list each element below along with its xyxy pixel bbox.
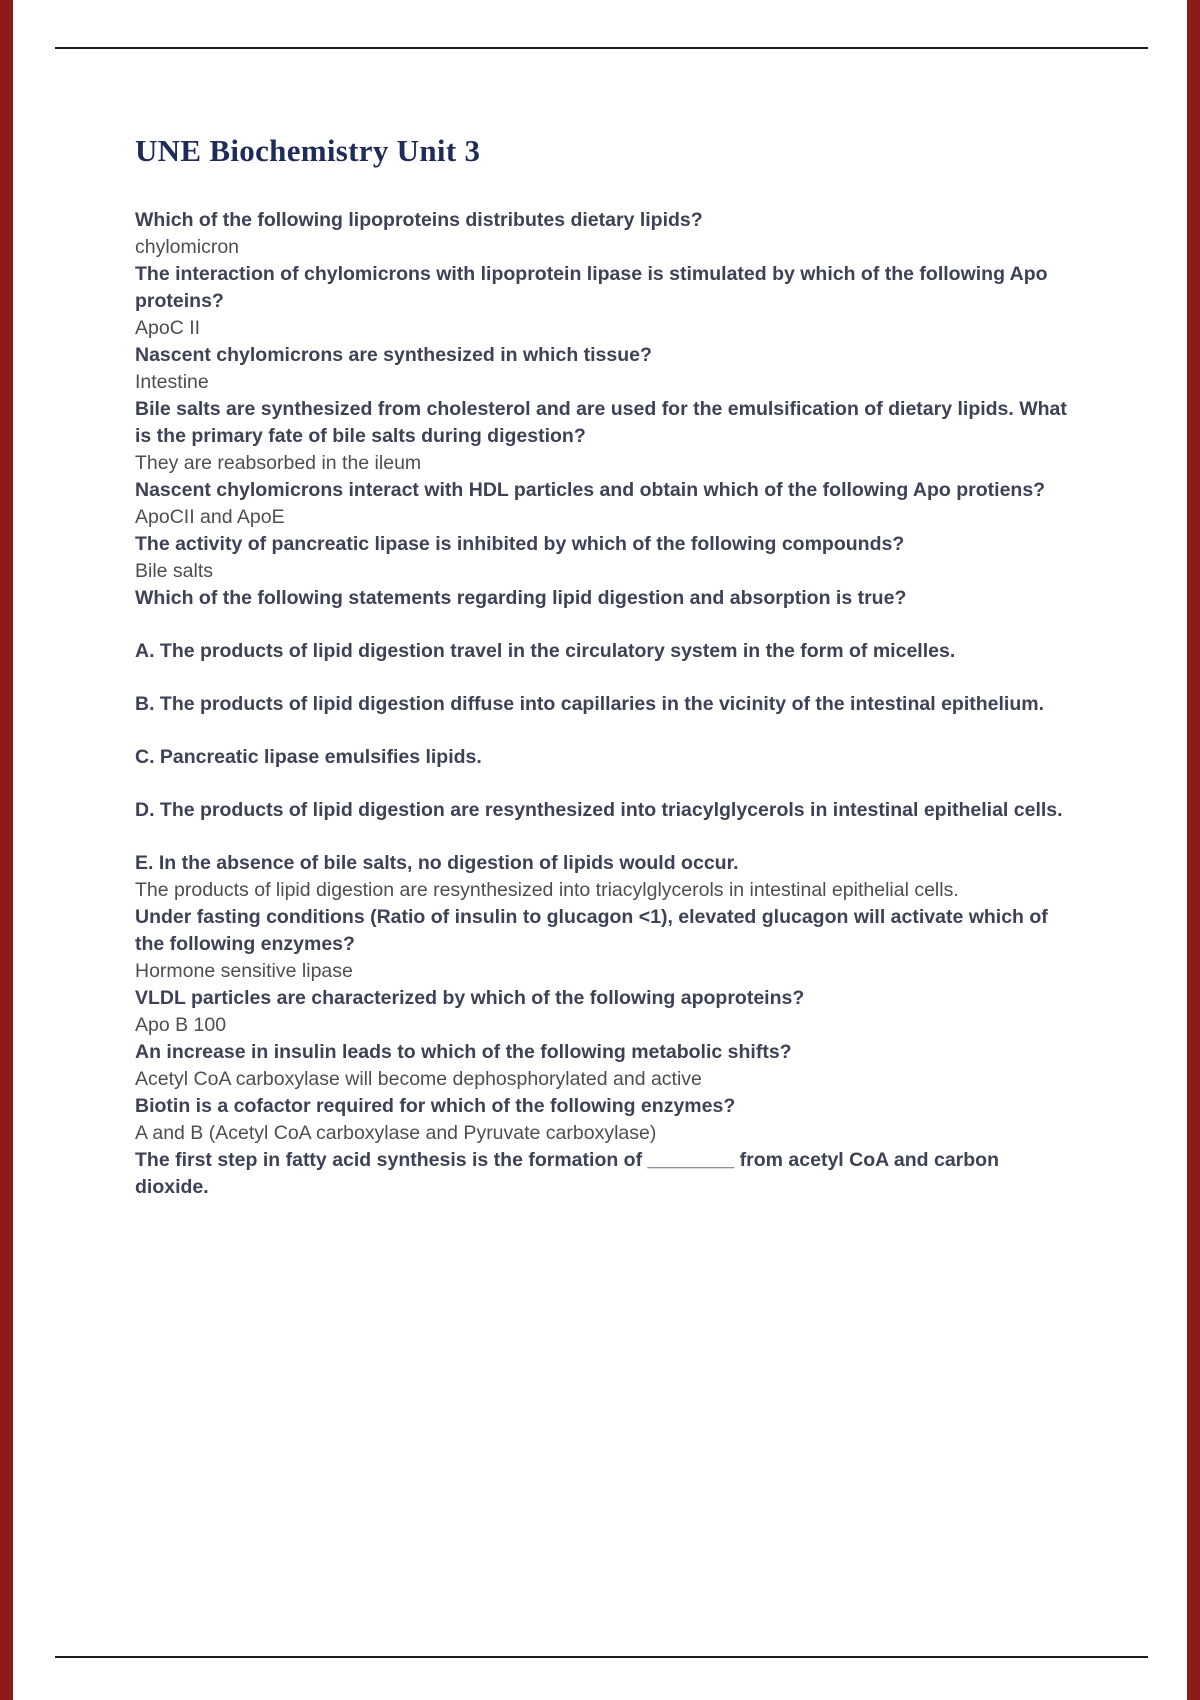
page-title: UNE Biochemistry Unit 3: [135, 133, 481, 168]
question-text: E. In the absence of bile salts, no digestion of lipids would occur.: [135, 852, 739, 874]
right-border-bar: [1187, 0, 1200, 1700]
answer-text: Acetyl CoA carboxylase will become dephosphorylated and active: [135, 1068, 702, 1090]
answer-text: ApoCII and ApoE: [135, 506, 285, 528]
answer-text: A and B (Acetyl CoA carboxylase and Pyruvate carboxylase): [135, 1122, 657, 1144]
question-text: The interaction of chylomicrons with lipoprotein lipase is stimulated by which of the following Apo proteins?: [135, 263, 1048, 312]
question-text: C. Pancreatic lipase emulsifies lipids.: [135, 746, 482, 768]
answer-text: Intestine: [135, 371, 209, 393]
question-text: A. The products of lipid digestion travel in the circulatory system in the form of micelles.: [135, 640, 956, 662]
top-rule: [55, 47, 1148, 49]
left-border-bar: [0, 0, 13, 1700]
question-text: Which of the following lipoproteins distributes dietary lipids?: [135, 209, 703, 231]
question-text: The activity of pancreatic lipase is inhibited by which of the following compounds?: [135, 533, 905, 555]
answer-text: Hormone sensitive lipase: [135, 960, 353, 982]
question-text: Under fasting conditions (Ratio of insulin to glucagon <1), elevated glucagon will activate which of the following enzymes?: [135, 906, 1048, 955]
document-content: [135, 133, 1068, 1201]
answer-text: chylomicron: [135, 236, 240, 258]
question-text: An increase in insulin leads to which of the following metabolic shifts?: [135, 1041, 792, 1063]
bottom-rule: [55, 1656, 1148, 1658]
answer-text: The products of lipid digestion are resynthesized into triacylglycerols in intestinal epithelial cells.: [135, 879, 959, 901]
answer-text: ApoC II: [135, 317, 201, 339]
question-text: Which of the following statements regarding lipid digestion and absorption is true?: [135, 587, 907, 609]
question-text: Bile salts are synthesized from cholesterol and are used for the emulsification of dietary lipids. What is the primary fate of bile salts during digestion?: [135, 398, 1067, 447]
question-text: VLDL particles are characterized by which of the following apoproteins?: [135, 987, 805, 1009]
question-text: The first step in fatty acid synthesis is the formation of ________ from acetyl CoA and carbon dioxide.: [135, 1149, 1000, 1198]
question-text: B. The products of lipid digestion diffuse into capillaries in the vicinity of the intestinal epithelium.: [135, 693, 1044, 715]
answer-text: Apo B 100: [135, 1014, 227, 1036]
question-text: D. The products of lipid digestion are resynthesized into triacylglycerols in intestinal epithelial cells.: [135, 799, 1063, 821]
qa-list: [135, 207, 1068, 1201]
question-text: Nascent chylomicrons interact with HDL particles and obtain which of the following Apo protiens?: [135, 479, 1046, 501]
question-text: Nascent chylomicrons are synthesized in which tissue?: [135, 344, 652, 366]
answer-text: Bile salts: [135, 560, 214, 582]
question-text: Biotin is a cofactor required for which of the following enzymes?: [135, 1095, 736, 1117]
answer-text: They are reabsorbed in the ileum: [135, 452, 422, 474]
